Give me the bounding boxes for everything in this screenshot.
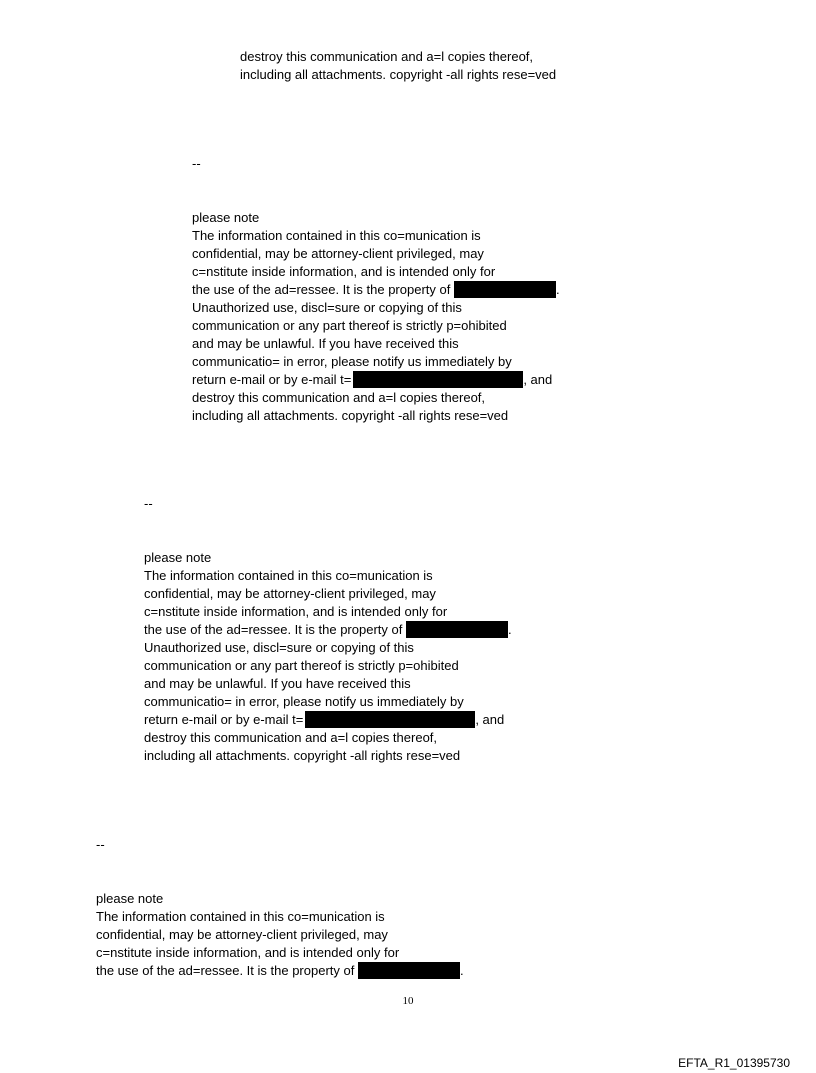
text: . bbox=[555, 282, 560, 297]
text-line bbox=[144, 621, 512, 639]
redaction-bar bbox=[305, 711, 475, 728]
text: the use of the ad=ressee. It is the property of bbox=[96, 963, 355, 978]
text-line: destroy this communication and a=l copies thereof, bbox=[192, 390, 486, 405]
text-line: destroy this communication and a=l copies thereof, bbox=[240, 49, 534, 64]
text-line: confidential, may be attorney-client privileged, may bbox=[192, 246, 484, 261]
text: the use of the ad=ressee. It is the property of bbox=[192, 282, 451, 297]
text-line: communication or any part thereof is strictly p=ohibited bbox=[192, 318, 507, 333]
text-line: Unauthorized use, discl=sure or copying of this bbox=[144, 640, 414, 655]
notice-block bbox=[96, 890, 464, 980]
redaction-bar bbox=[406, 621, 508, 638]
separator: -- bbox=[192, 156, 201, 171]
separator: -- bbox=[96, 837, 105, 852]
text: . bbox=[507, 622, 512, 637]
text-line: including all attachments. copyright -all rights rese=ved bbox=[144, 748, 461, 763]
notice-block bbox=[144, 549, 512, 765]
text: return e-mail or by e-mail t= bbox=[144, 712, 304, 727]
text-line: communicatio= in error, please notify us immediately by bbox=[144, 694, 464, 709]
text-line: The information contained in this co=munication is bbox=[144, 568, 433, 583]
text-line: confidential, may be attorney-client privileged, may bbox=[144, 586, 436, 601]
text: , and bbox=[523, 372, 553, 387]
text-line: confidential, may be attorney-client privileged, may bbox=[96, 927, 388, 942]
text-line: destroy this communication and a=l copies thereof, bbox=[144, 730, 438, 745]
redaction-bar bbox=[454, 281, 556, 298]
notice-heading: please note bbox=[96, 891, 164, 906]
text-line: The information contained in this co=munication is bbox=[192, 228, 481, 243]
text-line: The information contained in this co=munication is bbox=[96, 909, 385, 924]
separator: -- bbox=[144, 496, 153, 511]
text-line: including all attachments. copyright -all rights rese=ved bbox=[240, 67, 557, 82]
notice-heading: please note bbox=[144, 550, 212, 565]
text-line: communication or any part thereof is strictly p=ohibited bbox=[144, 658, 459, 673]
redaction-bar bbox=[353, 371, 523, 388]
notice-block bbox=[192, 209, 560, 425]
text-line bbox=[192, 371, 560, 389]
top-fragment bbox=[240, 48, 556, 84]
text-line: Unauthorized use, discl=sure or copying of this bbox=[192, 300, 462, 315]
text-line: and may be unlawful. If you have received this bbox=[144, 676, 411, 691]
text-line: including all attachments. copyright -all rights rese=ved bbox=[192, 408, 509, 423]
document-id: EFTA_R1_01395730 bbox=[678, 1056, 790, 1070]
redaction-bar bbox=[358, 962, 460, 979]
text: , and bbox=[475, 712, 505, 727]
text-line: communicatio= in error, please notify us immediately by bbox=[192, 354, 512, 369]
text-line: c=nstitute inside information, and is intended only for bbox=[144, 604, 448, 619]
text-line bbox=[144, 711, 512, 729]
text-line bbox=[96, 962, 464, 980]
text: . bbox=[459, 963, 464, 978]
page-number: 10 bbox=[402, 995, 414, 1007]
text: the use of the ad=ressee. It is the property of bbox=[144, 622, 403, 637]
notice-heading: please note bbox=[192, 210, 260, 225]
text-line: c=nstitute inside information, and is intended only for bbox=[96, 945, 400, 960]
text-line: and may be unlawful. If you have received this bbox=[192, 336, 459, 351]
text-line bbox=[192, 281, 560, 299]
text-line: c=nstitute inside information, and is intended only for bbox=[192, 264, 496, 279]
text: return e-mail or by e-mail t= bbox=[192, 372, 352, 387]
